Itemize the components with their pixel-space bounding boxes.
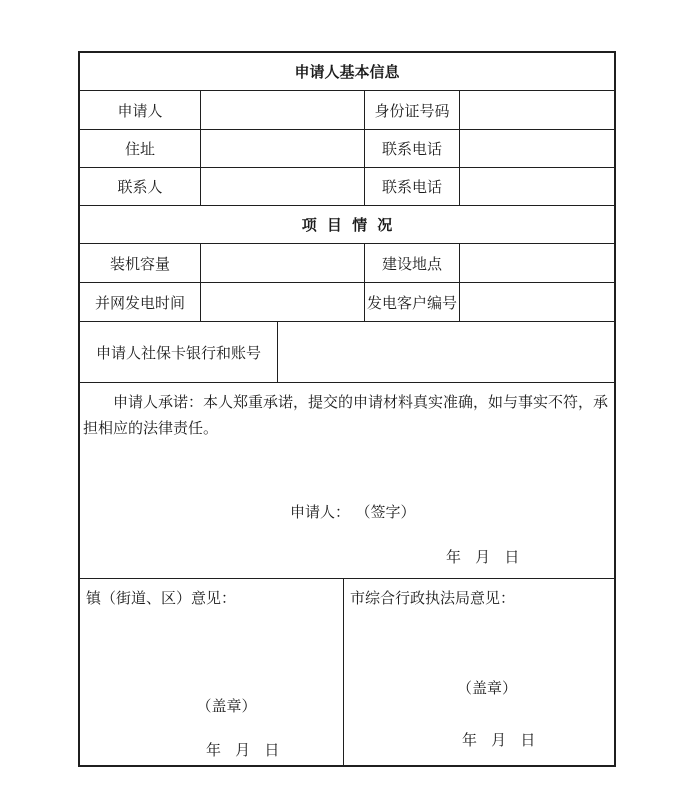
- field-label-contact-person: 联系人: [80, 168, 201, 205]
- signer-label: 申请人：: [290, 504, 351, 521]
- field-label-social-security-bank-account: 申请人社保卡银行和账号: [80, 322, 278, 382]
- field-label-construction-site: 建设地点: [365, 244, 460, 282]
- signature-hint: （签字）: [363, 504, 416, 521]
- field-label-phone-2: 联系电话: [365, 168, 460, 205]
- field-value-social-security-bank-account[interactable]: [278, 322, 614, 382]
- town-seal-hint: （盖章）: [196, 698, 257, 715]
- table-row: [80, 91, 614, 130]
- bureau-date-line: 年 月 日: [462, 732, 536, 749]
- town-date-line: 年 月 日: [206, 742, 280, 759]
- section-project-header-row: [80, 206, 614, 244]
- table-row: [80, 322, 614, 383]
- field-label-installed-capacity: 装机容量: [80, 244, 201, 282]
- field-label-address: 住址: [80, 130, 201, 167]
- town-opinion-cell: [80, 579, 344, 765]
- commitment-row: [80, 383, 614, 579]
- commitment-statement: 申请人承诺：本人郑重承诺，提交的申请材料真实准确，如与事实不符，承担相应的法律责任。: [83, 394, 609, 437]
- field-label-applicant: 申请人: [80, 91, 201, 129]
- signer-line: [290, 501, 416, 522]
- field-label-id-number: 身份证号码: [365, 91, 460, 129]
- table-row: [80, 130, 614, 168]
- field-value-applicant[interactable]: [201, 91, 365, 129]
- town-opinion-title: 镇（街道、区）意见：: [86, 590, 237, 607]
- table-row: [80, 283, 614, 322]
- table-row: [80, 244, 614, 283]
- commitment-date-line: 年 月 日: [446, 549, 520, 566]
- table-row: [80, 168, 614, 206]
- bureau-opinion-cell: [344, 579, 614, 765]
- field-value-construction-site[interactable]: [460, 244, 614, 282]
- field-label-grid-connection-time: 并网发电时间: [80, 283, 201, 321]
- field-value-phone-2[interactable]: [460, 168, 614, 205]
- field-value-installed-capacity[interactable]: [201, 244, 365, 282]
- field-label-phone-1: 联系电话: [365, 130, 460, 167]
- field-label-power-customer-number: 发电客户编号: [365, 283, 460, 321]
- section-basic-info-title: 申请人基本信息: [294, 64, 400, 81]
- bureau-opinion-title: 市综合行政执法局意见：: [350, 590, 516, 607]
- commitment-cell: [80, 383, 614, 578]
- field-value-phone-1[interactable]: [460, 130, 614, 167]
- opinions-row: [80, 579, 614, 765]
- field-value-contact-person[interactable]: [201, 168, 365, 205]
- section-basic-info-header-row: [80, 53, 614, 91]
- field-value-grid-connection-time[interactable]: [201, 283, 365, 321]
- field-value-power-customer-number[interactable]: [460, 283, 614, 321]
- bureau-seal-hint: （盖章）: [456, 680, 517, 697]
- field-value-address[interactable]: [201, 130, 365, 167]
- application-form-table: [78, 51, 616, 767]
- section-project-title: 项 目 情 况: [301, 217, 393, 234]
- field-value-id-number[interactable]: [460, 91, 614, 129]
